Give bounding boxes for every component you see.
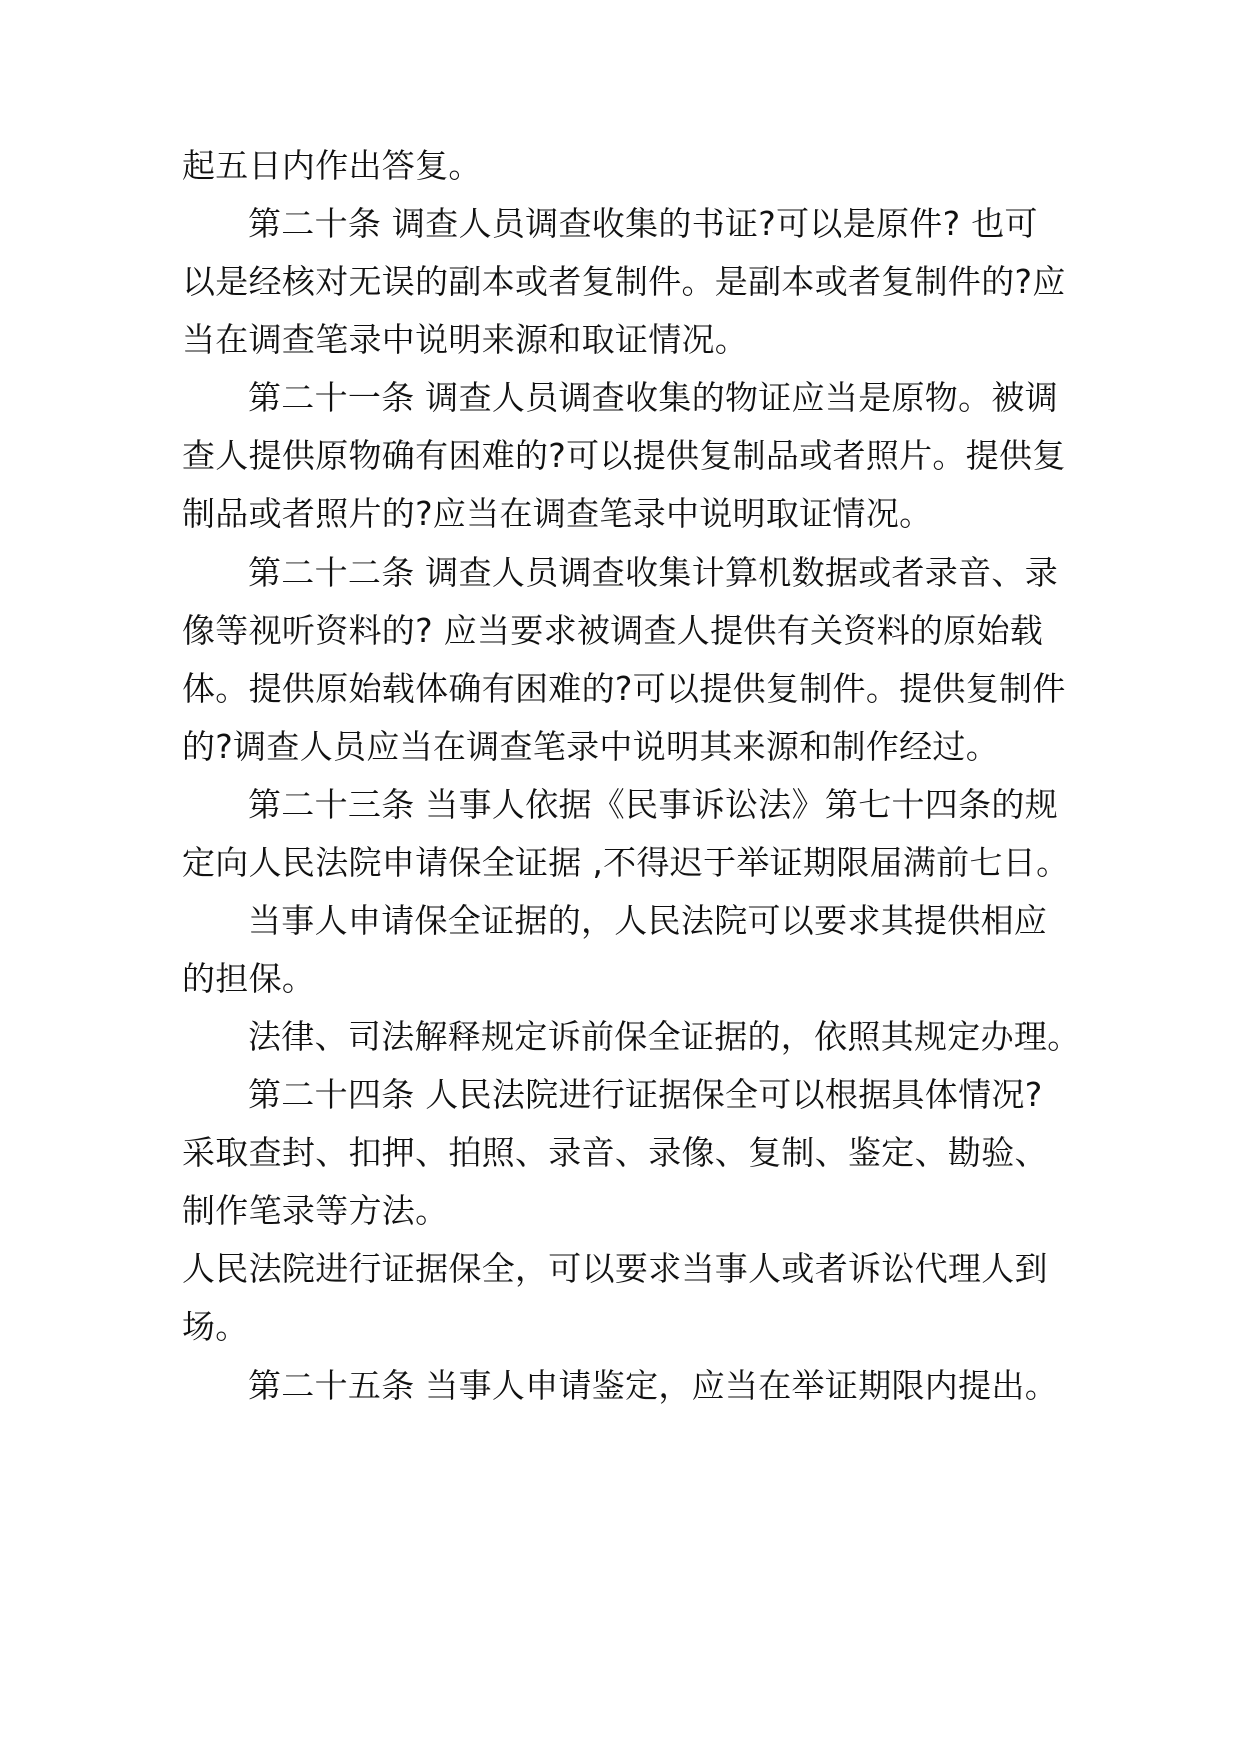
paragraph-line: 人民法院进行证据保全，可以要求当事人或者诉讼代理人到 <box>182 1249 1048 1288</box>
text-line: 当在调查笔录中说明来源和取证情况。 <box>182 320 749 359</box>
article-22-line: 第二十二条 调查人员调查收集计算机数据或者录音、录 <box>248 553 1058 592</box>
article-25-line: 第二十五条 当事人申请鉴定，应当在举证期限内提出。 <box>248 1366 1058 1405</box>
paragraph-line: 法律、司法解释规定诉前保全证据的，依照其规定办理。 <box>248 1017 1081 1056</box>
text-line: 采取查封、扣押、拍照、录音、录像、复制、鉴定、勘验、 <box>182 1133 1048 1172</box>
text-line: 查人提供原物确有困难的?可以提供复制品或者照片。提供复 <box>182 436 1066 475</box>
article-23-line: 第二十三条 当事人依据《民事诉讼法》第七十四条的规 <box>248 785 1058 824</box>
article-20-line: 第二十条 调查人员调查收集的书证?可以是原件? 也可 <box>248 204 1038 243</box>
article-24-line: 第二十四条 人民法院进行证据保全可以根据具体情况? <box>248 1075 1043 1114</box>
text-line: 起五日内作出答复。 <box>182 146 482 185</box>
text-line: 以是经核对无误的副本或者复制件。是副本或者复制件的?应 <box>182 262 1066 301</box>
text-line: 制作笔录等方法。 <box>182 1191 449 1230</box>
article-21-line: 第二十一条 调查人员调查收集的物证应当是原物。被调 <box>248 378 1058 417</box>
paragraph-line: 当事人申请保全证据的，人民法院可以要求其提供相应 <box>248 901 1048 940</box>
text-line: 的?调查人员应当在调查笔录中说明其来源和制作经过。 <box>182 727 1000 766</box>
text-line: 场。 <box>182 1307 249 1346</box>
text-line: 像等视听资料的? 应当要求被调查人提供有关资料的原始载 <box>182 611 1044 650</box>
text-line: 制品或者照片的?应当在调查笔录中说明取证情况。 <box>182 494 933 533</box>
text-line: 定向人民法院申请保全证据 ,不得迟于举证期限届满前七日。 <box>182 843 1070 882</box>
text-line: 体。提供原始载体确有困难的?可以提供复制件。提供复制件 <box>182 669 1066 708</box>
text-line: 的担保。 <box>182 959 316 998</box>
